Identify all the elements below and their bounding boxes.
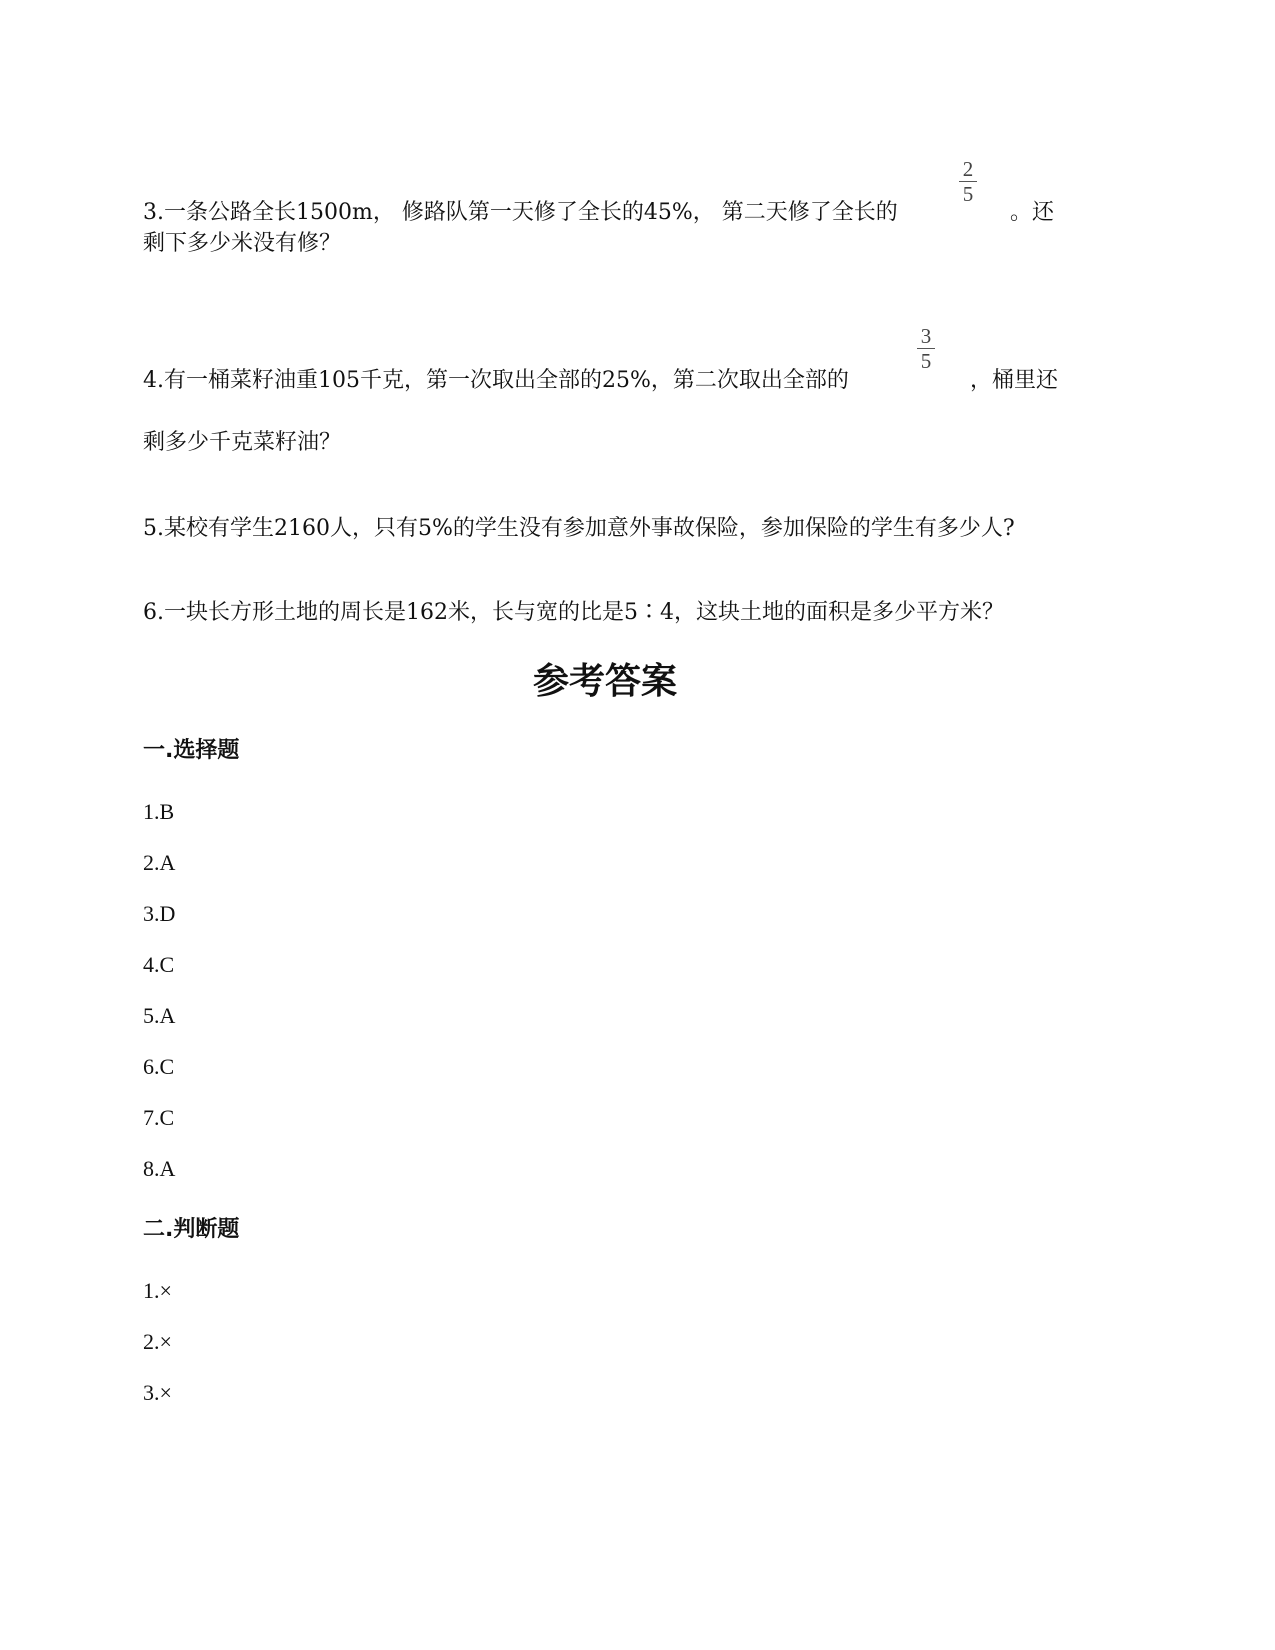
question-3-text-before: 3.一条公路全长1500m， 修路队第一天修了全长的45%， 第二天修了全长的 xyxy=(143,200,898,225)
fraction-numerator: 2 xyxy=(962,157,974,181)
answer-item: 4.C xyxy=(143,952,175,977)
answer-item: 6.C xyxy=(143,1054,175,1079)
answer-item: 7.C xyxy=(143,1105,175,1130)
answer-item: 2.A xyxy=(143,850,176,875)
question-3-line-1 xyxy=(143,198,898,228)
section-heading-true-false: 二.判断题 xyxy=(143,1217,240,1242)
question-6: 6.一块长方形土地的周长是162米，长与宽的比是5∶4，这块土地的面积是多少平方米？ xyxy=(143,600,1004,625)
answer-item: 1.B xyxy=(143,799,175,824)
answer-item: 1.× xyxy=(143,1278,172,1303)
question-4-line-1 xyxy=(143,366,849,396)
answer-item: 2.× xyxy=(143,1329,172,1354)
answer-item: 3.× xyxy=(143,1380,172,1405)
fraction-numerator: 3 xyxy=(920,324,932,348)
fraction-three-fifths xyxy=(915,325,937,372)
question-4-text-before: 4.有一桶菜籽油重105千克，第一次取出全部的25%，第二次取出全部的 xyxy=(143,368,849,393)
fraction-two-fifths xyxy=(957,158,979,205)
answer-item: 8.A xyxy=(143,1156,176,1181)
fraction-denominator: 5 xyxy=(962,182,974,206)
question-5: 5.某校有学生2160人，只有5%的学生没有参加意外事故保险，参加保险的学生有多少人? xyxy=(143,516,1015,541)
question-3-line-2: 剩下多少米没有修？ xyxy=(143,231,342,256)
answer-item: 5.A xyxy=(143,1003,176,1028)
answers-title: 参考答案 xyxy=(532,661,677,702)
section-heading-multiple-choice: 一.选择题 xyxy=(143,738,240,763)
answer-item: 3.D xyxy=(143,901,176,926)
fraction-denominator: 5 xyxy=(920,349,932,373)
question-3-text-after: 。还 xyxy=(1010,200,1055,225)
question-4-text-after: ，桶里还 xyxy=(970,368,1059,393)
question-4-line-2: 剩多少千克菜籽油？ xyxy=(143,430,342,455)
